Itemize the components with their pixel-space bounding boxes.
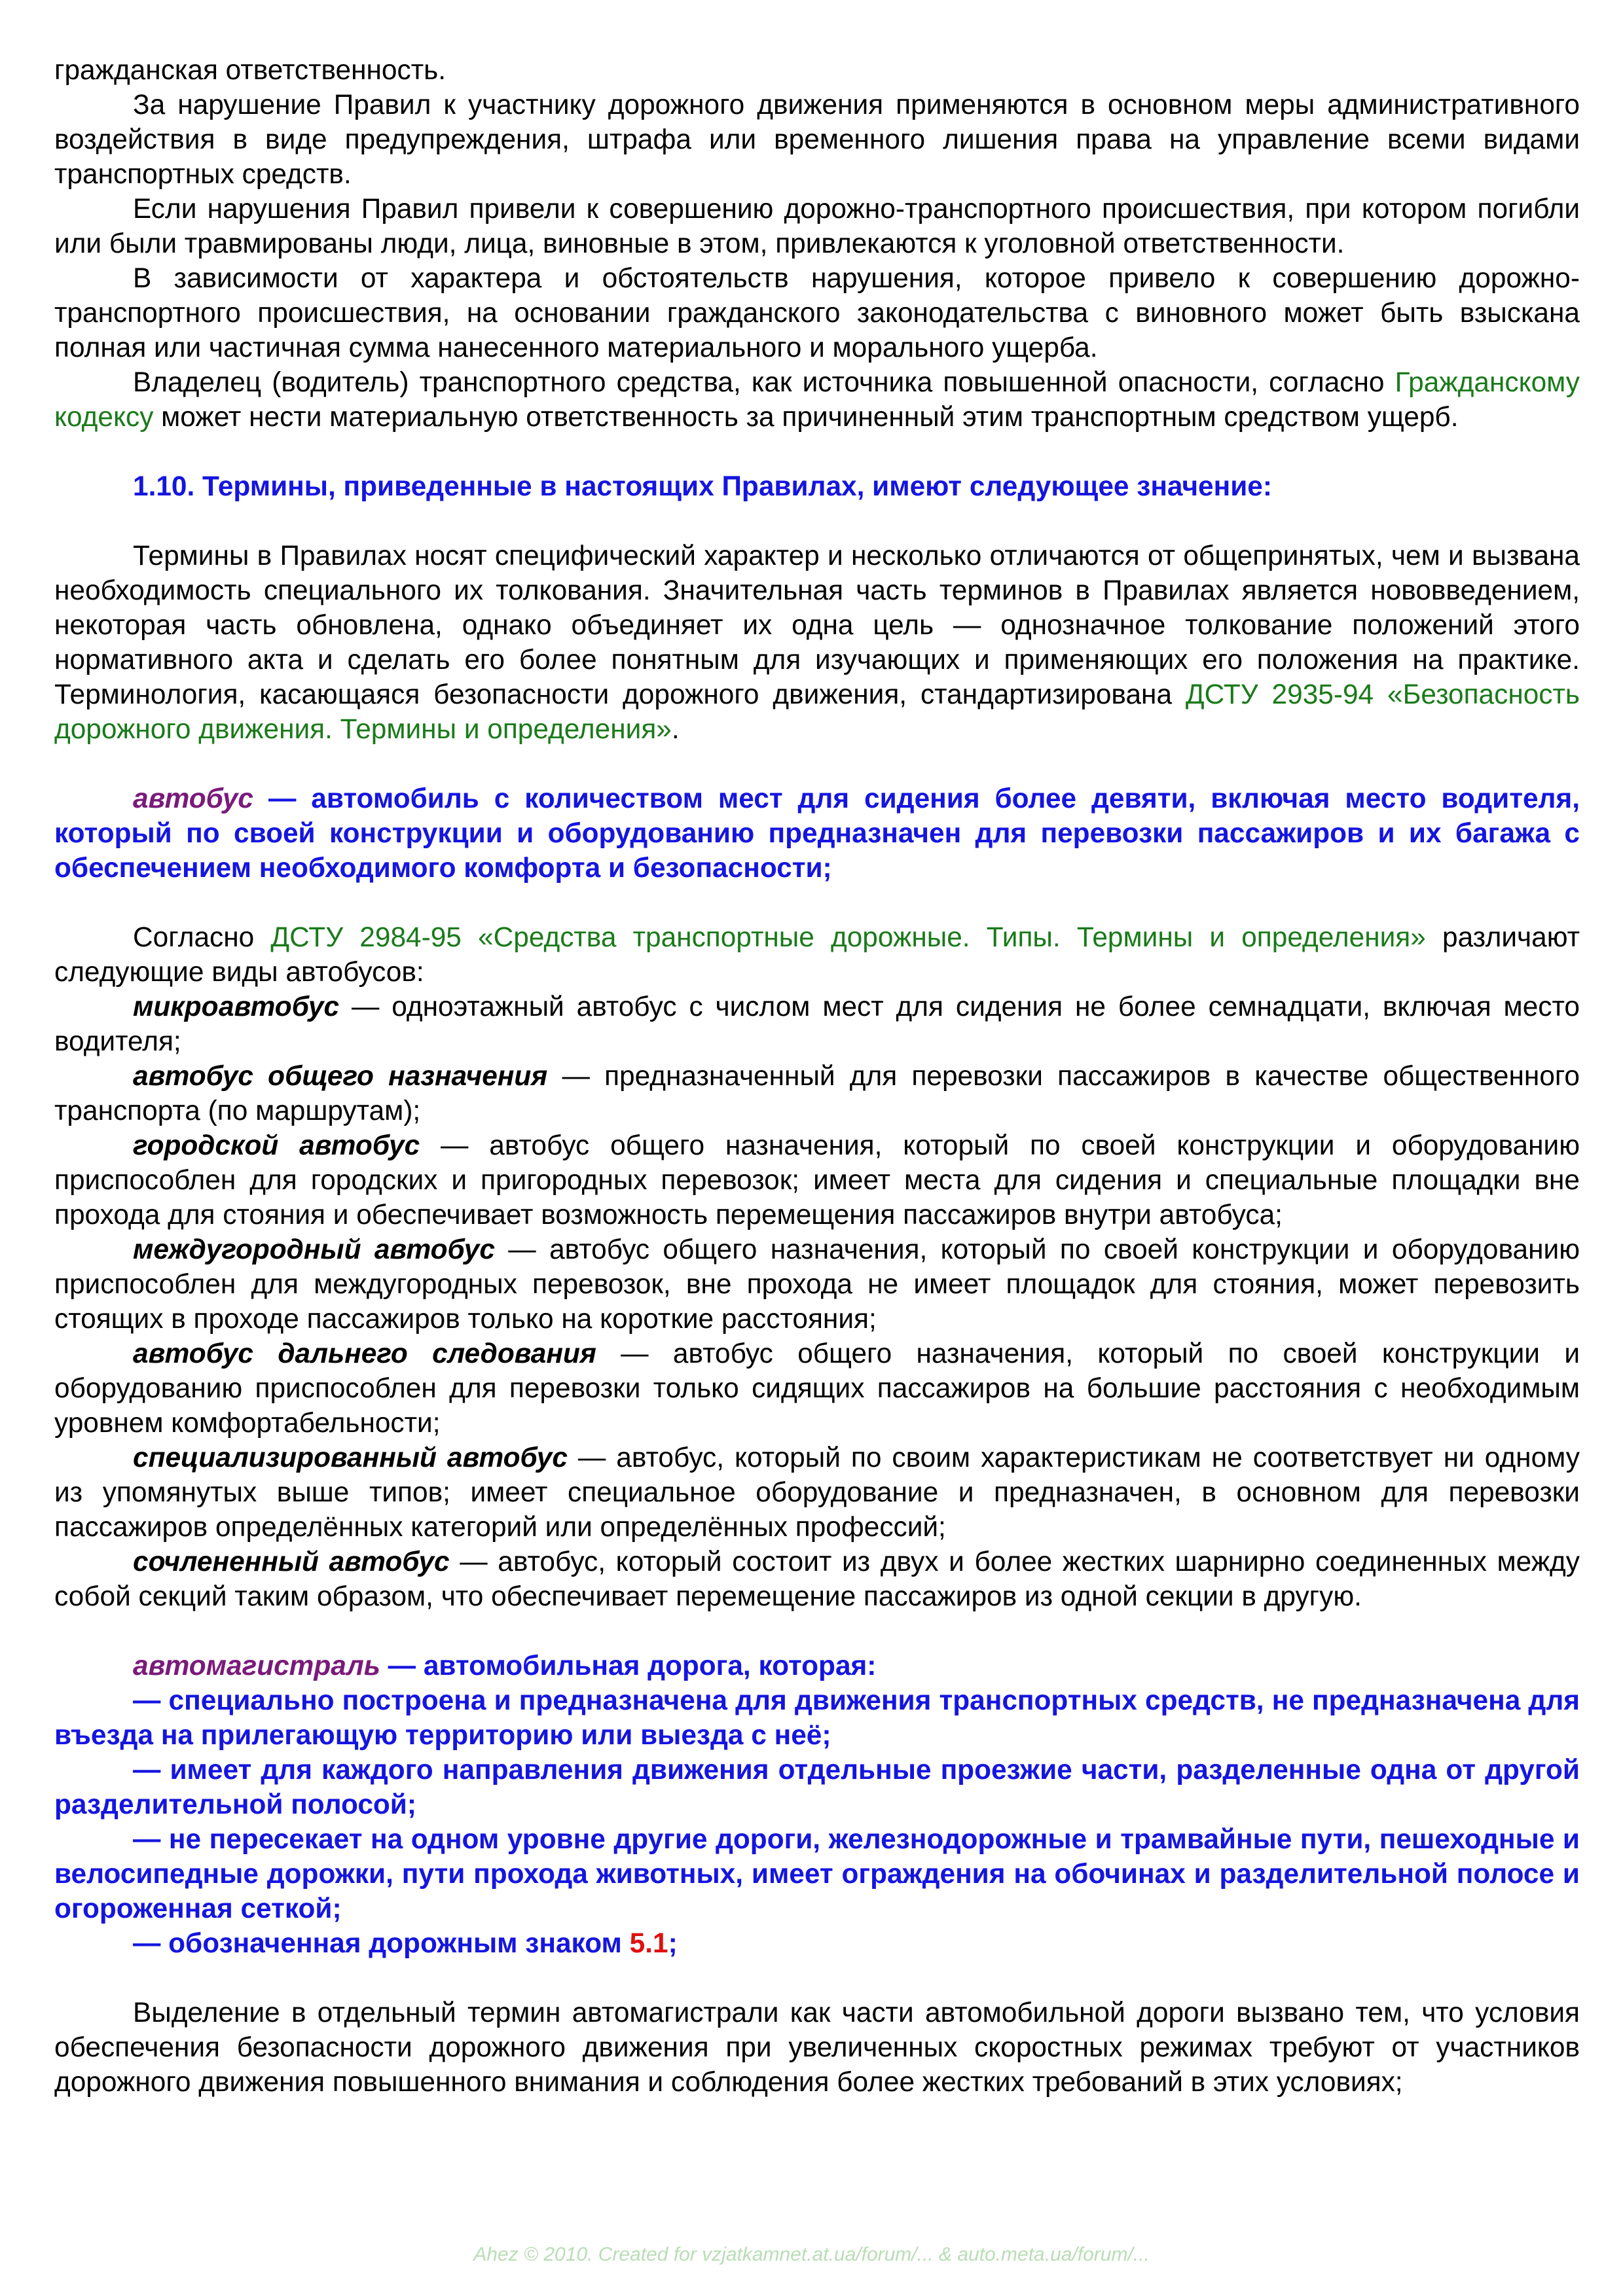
bus-type-item: [54, 1232, 1580, 1336]
bus-type-text: — автобус, который по своим характеристикам не соответствует ни одному из упомянутых выше типов; имеет специальное оборудование и предназначен, в основном для перевозки пассажиров определённых категорий или определённых профессий;: [54, 1442, 1580, 1542]
dstu-2984-link[interactable]: ДСТУ 2984-95 «Средства транспортные дорожные. Типы. Термины и определения»: [270, 922, 1426, 952]
footer-credit: Ahez © 2010. Created for vzjatkamnet.at.ua/forum/... & auto.meta.ua/forum/...: [473, 2244, 1150, 2265]
terminology-text-end: .: [671, 713, 680, 744]
spacer: [54, 503, 1580, 538]
owner-text-after: может нести материальную ответственность за причиненный этим транспортным средством ущерб.: [153, 401, 1459, 432]
paragraph-liability-end: гражданская ответственность.: [54, 54, 446, 85]
spacer: [54, 1613, 1580, 1648]
terminology-text: Термины в Правилах носят специфический характер и несколько отличаются от общепринятых, чем и вызвана необходимость специального их толкования. Значительная часть терминов в Правилах является нововведением, некоторая часть обновлена, однако объединяет их одна цель — однозначное толкование положений этого нормативного акта и сделать его более понятным для изучающих и применяющих его положения на практике. Терминология, касающаяся безопасности дорожного движения, стандартизирована: [54, 540, 1580, 709]
bus-term: автобус: [133, 783, 253, 814]
paragraph-bus-types-intro: [54, 920, 1580, 989]
section-heading: 1.10. Термины, приведенные в настоящих Правилах, имеют следующее значение:: [133, 471, 1272, 501]
bus-type-text: — предназначенный для перевозки пассажиров в качестве общественного транспорта (по маршрутам);: [54, 1060, 1580, 1126]
bus-type-text: — одноэтажный автобус с числом мест для сидения не более семнадцати, включая место водителя;: [54, 991, 1580, 1056]
bus-type-item: [54, 989, 1580, 1058]
paragraph-admin-measures: За нарушение Правил к участнику дорожного движения применяются в основном меры административного воздействия в виде предупреждения, штрафа или временного лишения права на управление всеми видами транспортных средств.: [54, 89, 1580, 189]
highway-term: автомагистраль: [133, 1650, 380, 1681]
highway-definition: [54, 1648, 1580, 1683]
owner-text-before: Владелец (водитель) транспортного средства, как источника повышенной опасности, согласно: [133, 367, 1395, 397]
dstu-2935-link[interactable]: ДСТУ 2935-94 «Безопасность дорожного движения. Термины и определения»: [54, 679, 1580, 744]
bus-type-item: [54, 1544, 1580, 1613]
paragraph-highway-explanation: Выделение в отдельный термин автомагистрали как части автомобильной дороги вызвано тем, что условия обеспечения безопасности дорожного движения при увеличенных скоростных режимах требуют от участников дорожного движения повышенного внимания и соблюдения более жестких требований в этих условиях;: [54, 1997, 1580, 2097]
road-sign-5-1-link[interactable]: 5.1: [629, 1928, 668, 1958]
paragraph-owner-liability: [54, 365, 1580, 434]
bus-type-item: [54, 1058, 1580, 1128]
bus-type-text: — автобус общего назначения, который по своей конструкции и оборудованию приспособлен для междугородных перевозок, вне прохода не имеет площадок для стояния, может перевозить стоящих в проходе пассажиров только на короткие расстояния;: [54, 1234, 1580, 1334]
bus-type-item: [54, 1336, 1580, 1440]
paragraph-criminal-liability: Если нарушения Правил привели к совершению дорожно-транспортного происшествия, при котором погибли или были травмированы люди, лица, виновные в этом, привлекаются к уголовной ответственности.: [54, 193, 1580, 259]
bus-types-intro-after: различают следующие виды автобусов:: [54, 922, 1580, 987]
highway-criterion: — не пересекает на одном уровне другие дороги, железнодорожные и трамвайные пути, пешеходные и велосипедные дорожки, пути прохода животных, имеет ограждения на обочинах и разделительной полосе и огороженная сеткой;: [54, 1823, 1580, 1924]
paragraph-civil-damages: В зависимости от характера и обстоятельств нарушения, которое привело к совершению дорожно-транспортного происшествия, на основании гражданского законодательства с виновного может быть взыскана полная или частичная сумма нанесенного материального и морального ущерба.: [54, 262, 1580, 363]
highway-sign-end: ;: [668, 1928, 678, 1958]
spacer: [54, 885, 1580, 920]
bus-definition-text: — автомобиль с количеством мест для сидения более девяти, включая место водителя, который по своей конструкции и оборудованию предназначен для перевозки пассажиров и их багажа с обеспечением необходимого комфорта и безопасности;: [54, 783, 1580, 883]
bus-type-item: [54, 1128, 1580, 1232]
highway-criterion: — специально построена и предназначена для движения транспортных средств, не предназначена для въезда на прилегающую территорию или выезда с неё;: [54, 1685, 1580, 1750]
bus-type-term: городской автобус: [133, 1130, 420, 1160]
bus-type-item: [54, 1440, 1580, 1544]
highway-sign-text: — обозначенная дорожным знаком: [133, 1928, 630, 1958]
bus-type-text: — автобус общего назначения, который по своей конструкции и оборудованию приспособлен для перевозки только сидящих пассажиров на большие расстояния с необходимым уровнем комфортабельности;: [54, 1338, 1580, 1438]
bus-type-term: автобус общего назначения: [133, 1060, 548, 1091]
highway-definition-text: — автомобильная дорога, которая:: [380, 1650, 877, 1681]
bus-type-term: сочлененный автобус: [133, 1546, 450, 1577]
bus-type-term: автобус дальнего следования: [133, 1338, 596, 1369]
spacer: [54, 1960, 1580, 1995]
highway-criterion-sign: [54, 1926, 1580, 1960]
paragraph-terminology: [54, 538, 1580, 746]
bus-type-term: специализированный автобус: [133, 1442, 568, 1473]
bus-types-intro-before: Согласно: [133, 922, 271, 952]
bus-type-text: — автобус общего назначения, который по своей конструкции и оборудованию приспособлен для городских и пригородных перевозок; имеет места для сидения и специальные площадки вне прохода для стояния и обеспечивает возможность перемещения пассажиров внутри автобуса;: [54, 1130, 1580, 1230]
bus-definition: [54, 781, 1580, 885]
bus-type-text: — автобус, который состоит из двух и более жестких шарнирно соединенных между собой секций таким образом, что обеспечивает перемещение пассажиров из одной секции в другую.: [54, 1546, 1580, 1611]
bus-type-term: междугородный автобус: [133, 1234, 495, 1265]
civil-code-link[interactable]: Гражданскому кодексу: [54, 367, 1580, 432]
document-page: [54, 52, 1580, 2099]
bus-type-term: микроавтобус: [133, 991, 340, 1022]
spacer: [54, 434, 1580, 469]
highway-criterion: — имеет для каждого направления движения отдельные проезжие части, разделенные одна от другой разделительной полосой;: [54, 1754, 1580, 1820]
spacer: [54, 746, 1580, 781]
